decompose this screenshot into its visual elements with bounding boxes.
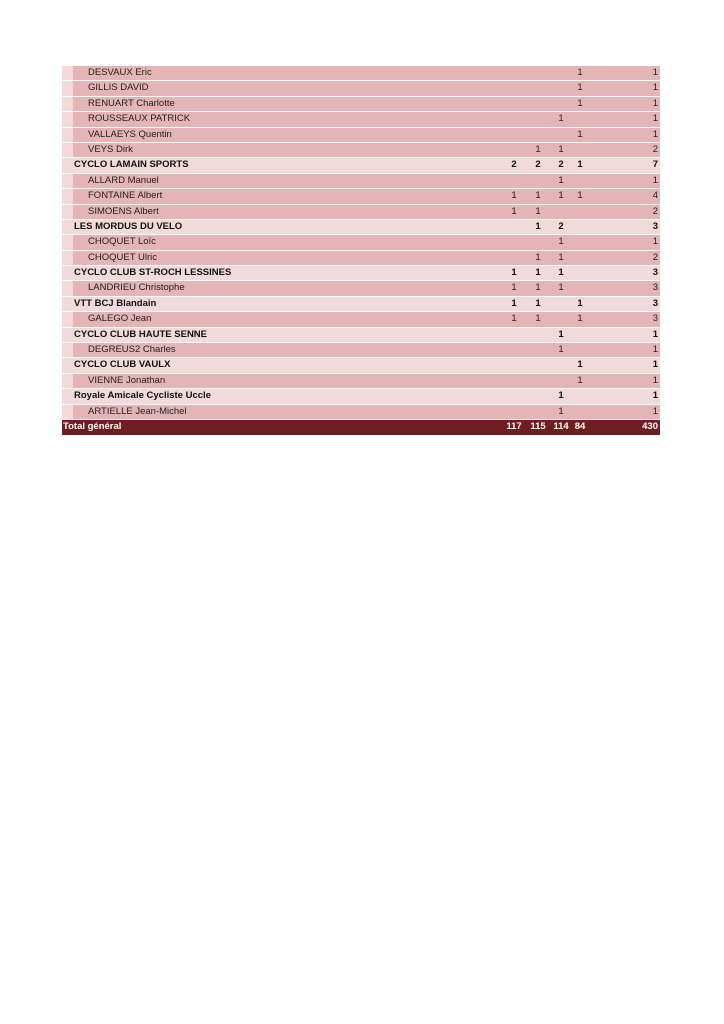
count-cell-c2: 1 xyxy=(535,190,541,202)
participant-row xyxy=(62,66,660,81)
count-cell-c4: 1 xyxy=(577,159,583,171)
count-cell-c3: 1 xyxy=(558,251,564,263)
count-cell-c2: 1 xyxy=(535,297,541,309)
row-indent xyxy=(62,374,73,388)
club-name: CYCLO CLUB VAULX xyxy=(74,359,171,371)
count-cell-c3: 1 xyxy=(558,190,564,202)
participant-name: LANDRIEU Christophe xyxy=(88,282,185,294)
participant-name: RENUART Charlotte xyxy=(88,97,175,109)
count-cell-c3: 1 xyxy=(558,143,564,155)
row-total: 2 xyxy=(652,205,658,217)
row-total: 3 xyxy=(652,267,658,279)
participant-row xyxy=(62,374,660,389)
row-indent xyxy=(62,235,73,249)
count-cell-c4: 1 xyxy=(577,359,583,371)
count-cell-c4: 1 xyxy=(577,190,583,202)
club-name: LES MORDUS DU VELO xyxy=(74,220,183,232)
row-indent xyxy=(62,405,73,419)
club-row xyxy=(62,297,660,312)
count-cell-c2: 1 xyxy=(535,282,541,294)
participant-name: GALEGO Jean xyxy=(88,313,152,325)
participant-name: CHOQUET Loïc xyxy=(88,236,156,248)
participant-name: VIENNE Jonathan xyxy=(88,374,166,386)
grand-total-row xyxy=(62,420,660,435)
participant-row xyxy=(62,312,660,327)
row-total: 4 xyxy=(652,190,658,202)
row-total: 3 xyxy=(652,297,658,309)
row-indent xyxy=(62,343,73,357)
participant-row xyxy=(62,128,660,143)
count-cell-c1: 1 xyxy=(511,267,517,279)
count-cell-c4: 1 xyxy=(577,297,583,309)
row-indent xyxy=(62,81,73,95)
row-indent xyxy=(62,205,73,219)
row-total: 1 xyxy=(652,390,658,402)
row-total: 1 xyxy=(652,174,658,186)
participant-name: ROUSSEAUX PATRICK xyxy=(88,113,191,125)
count-cell-c1: 1 xyxy=(511,205,517,217)
row-total: 1 xyxy=(652,128,658,140)
count-cell-c4: 1 xyxy=(577,313,583,325)
participant-name: CHOQUET Ulric xyxy=(88,251,157,263)
participant-row xyxy=(62,81,660,96)
count-cell-c2: 1 xyxy=(535,267,541,279)
grand-total-c3: 114 xyxy=(553,420,569,432)
row-total: 2 xyxy=(652,251,658,263)
row-total: 1 xyxy=(652,67,658,78)
club-row xyxy=(62,328,660,343)
participant-name: DESVAUX Eric xyxy=(88,67,152,78)
participant-row xyxy=(62,143,660,158)
count-cell-c3: 1 xyxy=(558,267,564,279)
participant-row xyxy=(62,189,660,204)
participant-name: GILLIS DAVID xyxy=(88,82,149,94)
participant-name: VEYS Dirk xyxy=(88,143,133,155)
row-total: 3 xyxy=(652,220,658,232)
participant-row xyxy=(62,235,660,250)
participant-name: ARTIELLE Jean-Michel xyxy=(88,405,187,417)
results-table xyxy=(62,66,660,435)
count-cell-c2: 1 xyxy=(535,251,541,263)
participant-row xyxy=(62,343,660,358)
row-total: 7 xyxy=(652,159,658,171)
grand-total-value: 430 xyxy=(642,420,658,432)
row-total: 1 xyxy=(652,328,658,340)
row-indent xyxy=(62,112,73,126)
count-cell-c3: 2 xyxy=(558,220,564,232)
row-indent xyxy=(62,251,73,265)
participant-name: FONTAINE Albert xyxy=(88,190,163,202)
participant-row xyxy=(62,97,660,112)
count-cell-c2: 1 xyxy=(535,205,541,217)
count-cell-c3: 1 xyxy=(558,344,564,356)
club-name: VTT BCJ Blandain xyxy=(74,297,157,309)
count-cell-c1: 1 xyxy=(511,313,517,325)
participant-row xyxy=(62,405,660,420)
club-row xyxy=(62,158,660,173)
count-cell-c4: 1 xyxy=(577,374,583,386)
participant-row xyxy=(62,205,660,220)
count-cell-c4: 1 xyxy=(577,82,583,94)
count-cell-c1: 1 xyxy=(511,297,517,309)
count-cell-c3: 1 xyxy=(558,328,564,340)
participant-name: SIMOENS Albert xyxy=(88,205,159,217)
row-indent xyxy=(62,189,73,203)
row-indent xyxy=(62,143,73,157)
row-indent xyxy=(62,128,73,142)
count-cell-c3: 1 xyxy=(558,405,564,417)
row-indent xyxy=(62,97,73,111)
row-total: 1 xyxy=(652,344,658,356)
count-cell-c1: 2 xyxy=(511,159,517,171)
count-cell-c3: 2 xyxy=(558,159,564,171)
count-cell-c3: 1 xyxy=(558,174,564,186)
row-total: 1 xyxy=(652,97,658,109)
row-total: 2 xyxy=(652,143,658,155)
count-cell-c3: 1 xyxy=(558,390,564,402)
grand-total-c2: 115 xyxy=(530,420,546,432)
row-indent xyxy=(62,312,73,326)
participant-name: VALLAEYS Quentin xyxy=(88,128,172,140)
row-total: 3 xyxy=(652,282,658,294)
grand-total-c4: 84 xyxy=(574,420,586,432)
count-cell-c2: 2 xyxy=(535,159,541,171)
grand-total-c1: 117 xyxy=(506,420,522,432)
row-total: 1 xyxy=(652,236,658,248)
club-name: CYCLO LAMAIN SPORTS xyxy=(74,159,189,171)
count-cell-c4: 1 xyxy=(577,128,583,140)
participant-row xyxy=(62,281,660,296)
count-cell-c4: 1 xyxy=(577,97,583,109)
count-cell-c4: 1 xyxy=(577,67,583,78)
row-total: 1 xyxy=(652,405,658,417)
count-cell-c1: 1 xyxy=(511,282,517,294)
club-name: Royale Amicale Cycliste Uccle xyxy=(74,390,211,402)
count-cell-c1: 1 xyxy=(511,190,517,202)
club-row xyxy=(62,220,660,235)
count-cell-c3: 1 xyxy=(558,236,564,248)
participant-name: DEGREUS2 Charles xyxy=(88,344,176,356)
participant-row xyxy=(62,174,660,189)
participant-row xyxy=(62,112,660,127)
club-name: CYCLO CLUB ST-ROCH LESSINES xyxy=(74,267,232,279)
count-cell-c2: 1 xyxy=(535,220,541,232)
row-total: 1 xyxy=(652,374,658,386)
club-row xyxy=(62,266,660,281)
count-cell-c3: 1 xyxy=(558,113,564,125)
row-total: 1 xyxy=(652,359,658,371)
row-total: 1 xyxy=(652,113,658,125)
row-total: 3 xyxy=(652,313,658,325)
grand-total-label: Total général xyxy=(63,420,122,432)
row-indent xyxy=(62,281,73,295)
count-cell-c2: 1 xyxy=(535,143,541,155)
club-row xyxy=(62,358,660,373)
row-total: 1 xyxy=(652,82,658,94)
count-cell-c3: 1 xyxy=(558,282,564,294)
club-name: CYCLO CLUB HAUTE SENNE xyxy=(74,328,208,340)
participant-row xyxy=(62,251,660,266)
row-indent xyxy=(62,174,73,188)
club-row xyxy=(62,389,660,404)
row-indent xyxy=(62,66,73,80)
count-cell-c2: 1 xyxy=(535,313,541,325)
participant-name: ALLARD Manuel xyxy=(88,174,159,186)
